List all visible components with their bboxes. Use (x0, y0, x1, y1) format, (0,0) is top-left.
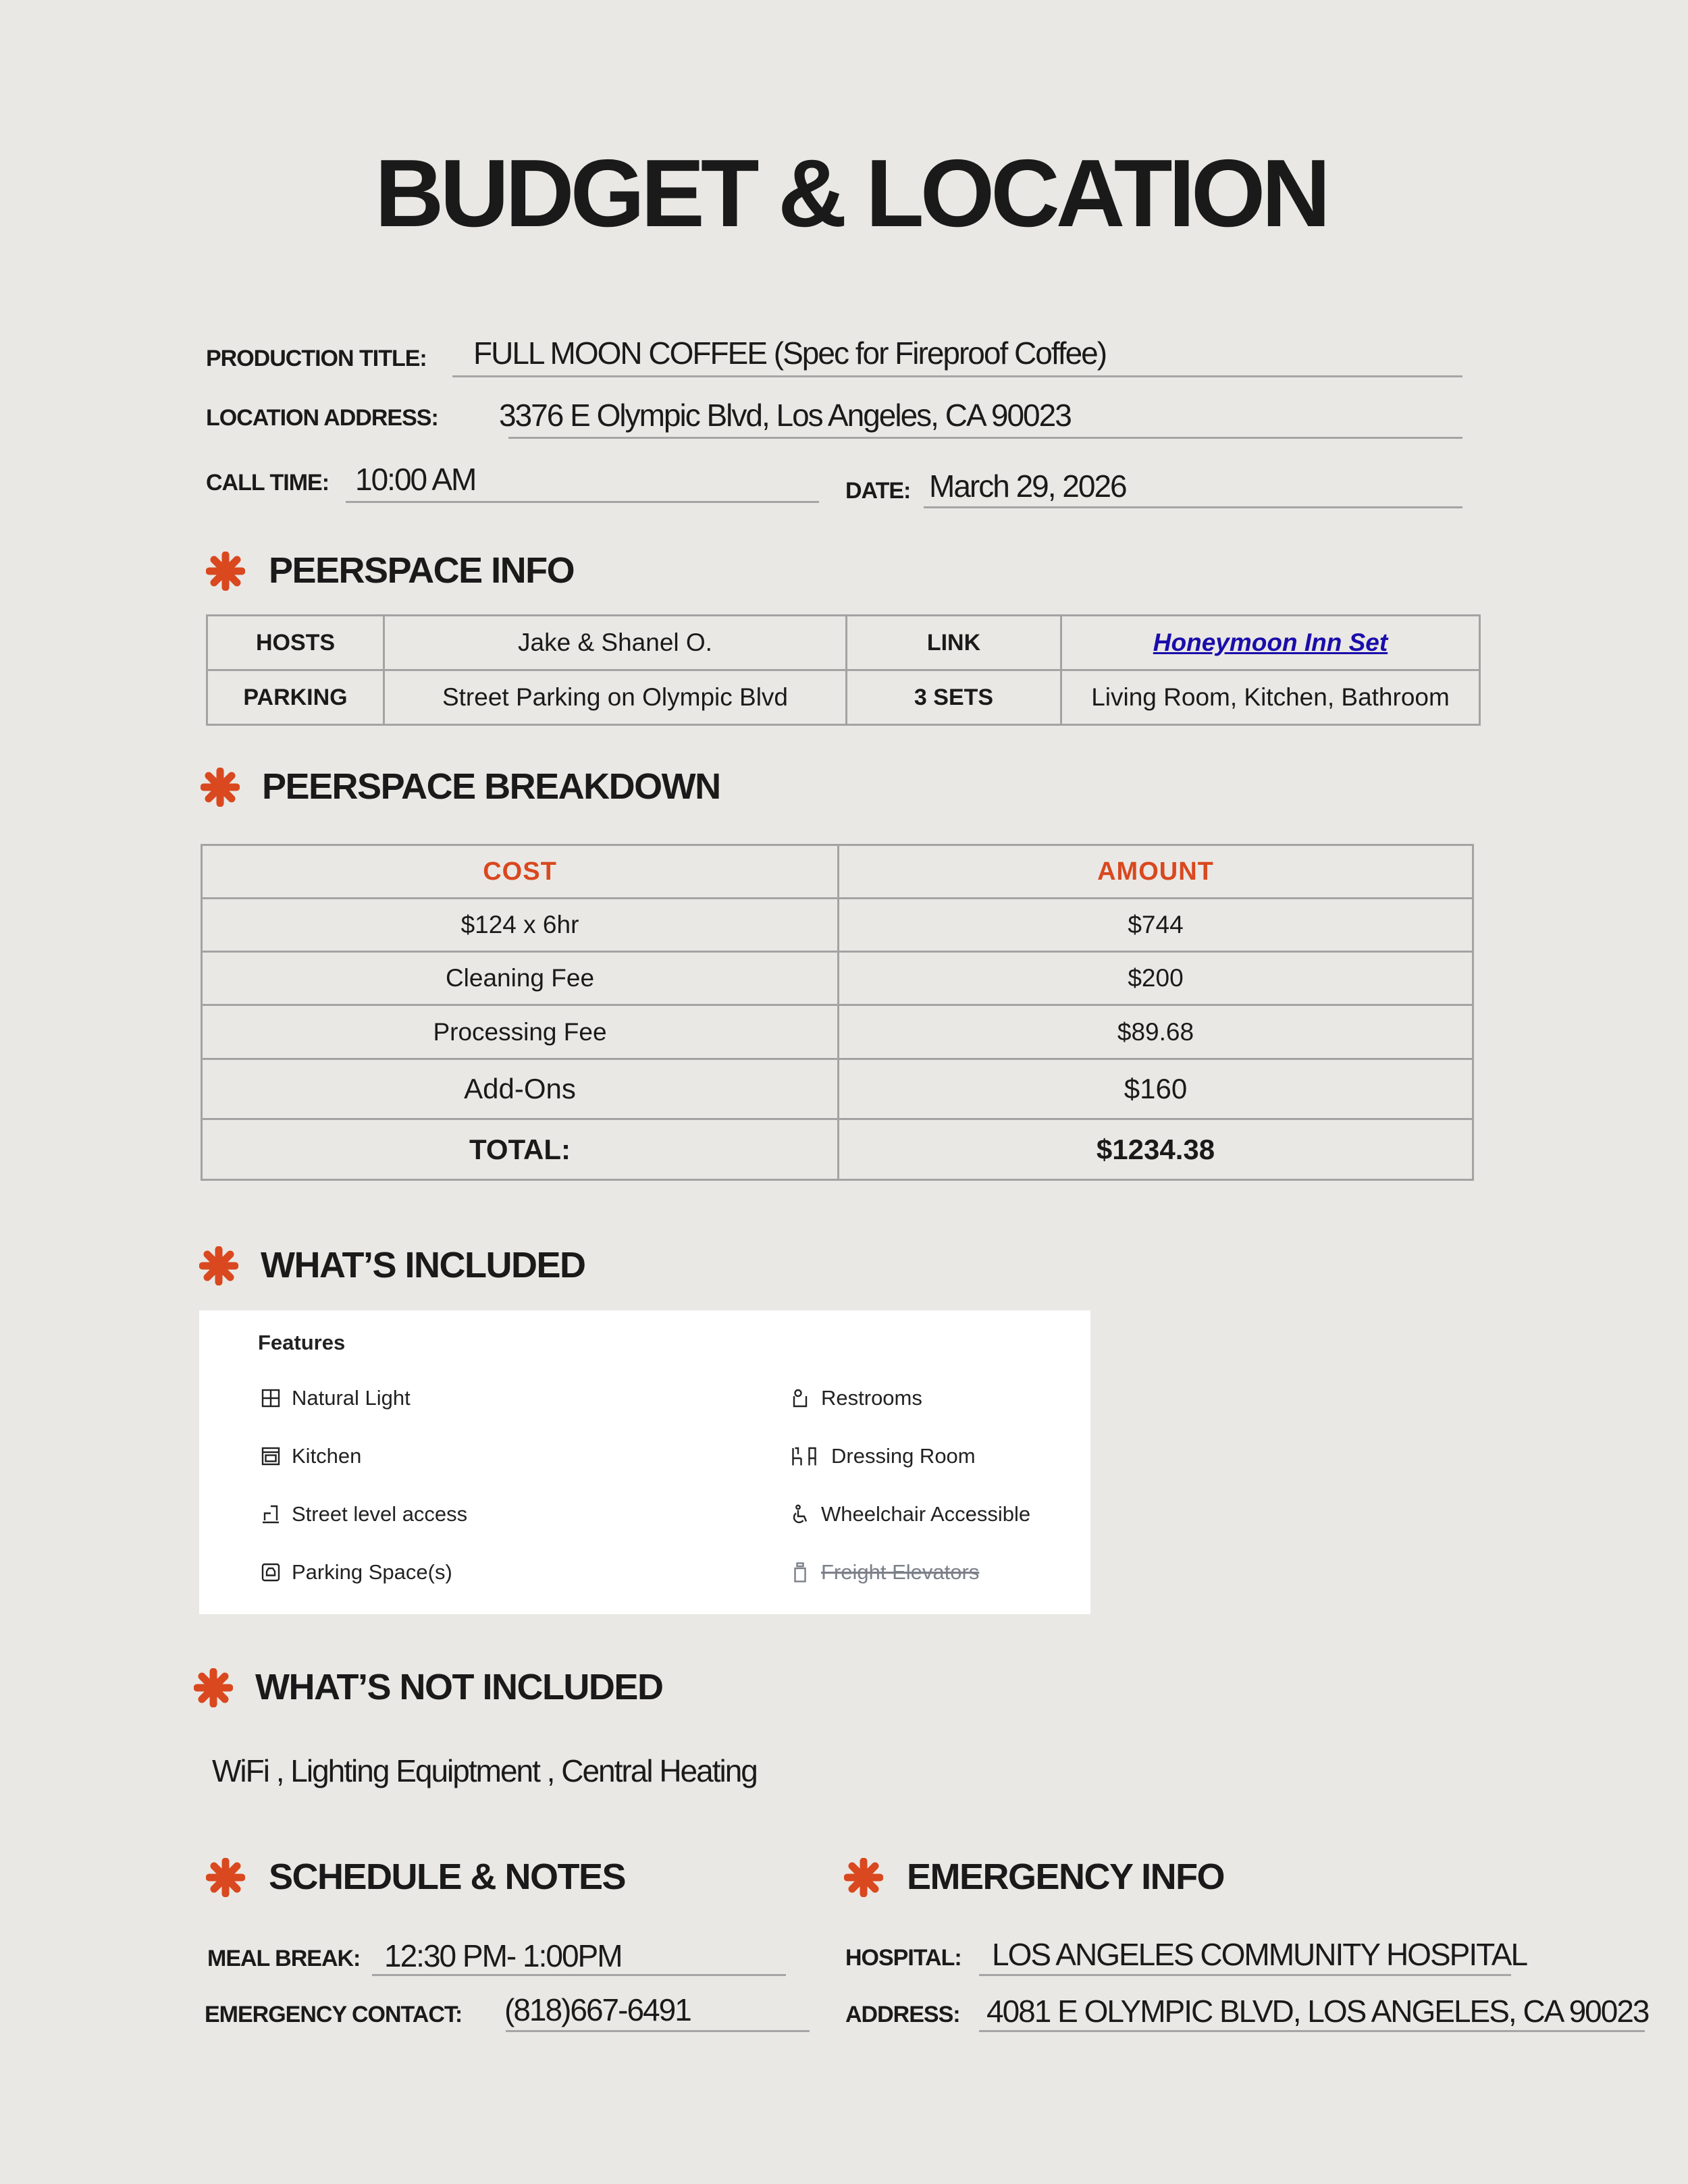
location-address-value[interactable]: 3376 E Olympic Blvd, Los Angeles, CA 90023 (499, 398, 1071, 433)
feature-kitchen (261, 1444, 361, 1468)
peerspace-info-table (206, 614, 1481, 726)
oven-icon (261, 1446, 281, 1466)
underline (508, 437, 1462, 439)
table-row (207, 670, 1480, 725)
amount-header: AMOUNT (839, 845, 1473, 899)
peerspace-info-heading: PEERSPACE INFO (269, 550, 575, 591)
cost-header: COST (202, 845, 839, 899)
feature-restrooms (790, 1386, 922, 1410)
table-row (202, 1059, 1473, 1119)
link-label: LINK (847, 616, 1061, 670)
table-row (202, 899, 1473, 952)
feature-street-level-access (261, 1502, 467, 1526)
breakdown-table (201, 844, 1474, 1181)
meal-break-label: MEAL BREAK: (207, 1946, 361, 1971)
honeymoon-inn-link[interactable]: Honeymoon Inn Set (1153, 629, 1388, 656)
total-row (202, 1119, 1473, 1180)
not-included-list: WiFi , Lighting Equiptment , Central Heating (212, 1753, 757, 1788)
underline (346, 501, 819, 503)
production-title-label: PRODUCTION TITLE: (206, 346, 427, 371)
hosts-value: Jake & Shanel O. (384, 616, 847, 670)
emergency-contact-value[interactable]: (818)667-6491 (504, 1992, 691, 2027)
feature-label: Freight Elevators (821, 1560, 980, 1584)
underline (979, 2030, 1645, 2032)
call-time-value[interactable]: 10:00 AM (355, 462, 476, 497)
feature-label: Parking Space(s) (292, 1560, 452, 1584)
building-icon (261, 1504, 281, 1524)
elevator-icon (790, 1562, 810, 1582)
feature-dressing-room (790, 1444, 976, 1468)
asterisk-icon (844, 1858, 883, 1897)
feature-label: Dressing Room (831, 1444, 976, 1468)
hosts-label: HOSTS (207, 616, 384, 670)
feature-label: Kitchen (292, 1444, 362, 1468)
amount-cell: $200 (839, 952, 1473, 1005)
feature-freight-elevators (790, 1560, 979, 1584)
features-label: Features (258, 1331, 346, 1354)
cost-cell: Add-Ons (202, 1059, 839, 1119)
feature-label: Natural Light (292, 1386, 411, 1410)
cost-cell: Processing Fee (202, 1005, 839, 1059)
schedule-heading: SCHEDULE & NOTES (269, 1857, 626, 1897)
parking-value: Street Parking on Olympic Blvd (384, 670, 847, 725)
feature-label: Wheelchair Accessible (821, 1502, 1031, 1526)
whats-included-heading: WHAT’S INCLUDED (261, 1245, 585, 1285)
production-title-value[interactable]: FULL MOON COFFEE (Spec for Fireproof Coffee) (473, 336, 1107, 371)
peerspace-breakdown-heading: PEERSPACE BREAKDOWN (262, 766, 720, 807)
total-value: $1234.38 (839, 1119, 1473, 1180)
parking-label: PARKING (207, 670, 384, 725)
sets-label: 3 SETS (847, 670, 1061, 725)
hospital-label: HOSPITAL: (845, 1945, 961, 1971)
sets-value: Living Room, Kitchen, Bathroom (1061, 670, 1480, 725)
toilet-paper-icon (790, 1388, 810, 1408)
wheelchair-icon (790, 1504, 810, 1524)
date-value[interactable]: March 29, 2026 (929, 469, 1126, 504)
underline (372, 1974, 786, 1976)
page-title: BUDGET & LOCATION (375, 140, 1327, 247)
feature-parking-spaces (261, 1560, 452, 1584)
underline (452, 375, 1462, 377)
meal-break-value[interactable]: 12:30 PM- 1:00PM (384, 1938, 622, 1973)
table-row (202, 952, 1473, 1005)
asterisk-icon (206, 1858, 245, 1897)
location-address-label: LOCATION ADDRESS: (206, 405, 438, 431)
emergency-contact-label: EMERGENCY CONTACT: (205, 2002, 463, 2027)
feature-label: Restrooms (821, 1386, 922, 1410)
table-row (207, 616, 1480, 670)
whats-not-included-heading: WHAT’S NOT INCLUDED (255, 1667, 663, 1707)
hospital-value[interactable]: LOS ANGELES COMMUNITY HOSPITAL (992, 1937, 1527, 1972)
window-icon (261, 1388, 281, 1408)
asterisk-icon (199, 1246, 238, 1285)
cost-cell: $124 x 6hr (202, 899, 839, 952)
total-label: TOTAL: (202, 1119, 839, 1180)
call-time-label: CALL TIME: (206, 470, 329, 496)
underline (979, 1974, 1511, 1976)
chairs-icon (790, 1446, 820, 1466)
address-label: ADDRESS: (845, 2002, 960, 2027)
amount-cell: $744 (839, 899, 1473, 952)
feature-wheelchair-accessible (790, 1502, 1030, 1526)
asterisk-icon (194, 1668, 233, 1707)
table-row (202, 1005, 1473, 1059)
amount-cell: $89.68 (839, 1005, 1473, 1059)
asterisk-icon (206, 552, 245, 591)
parking-car-icon (261, 1562, 281, 1582)
asterisk-icon (201, 768, 240, 807)
features-panel (199, 1310, 1090, 1614)
amount-cell: $160 (839, 1059, 1473, 1119)
emergency-info-heading: EMERGENCY INFO (907, 1857, 1225, 1897)
feature-natural-light (261, 1386, 411, 1410)
feature-label: Street level access (292, 1502, 468, 1526)
underline (924, 506, 1462, 508)
underline (506, 2030, 810, 2032)
address-value[interactable]: 4081 E OLYMPIC BLVD, LOS ANGELES, CA 90023 (986, 1994, 1649, 2029)
cost-cell: Cleaning Fee (202, 952, 839, 1005)
date-label: DATE: (845, 478, 911, 504)
